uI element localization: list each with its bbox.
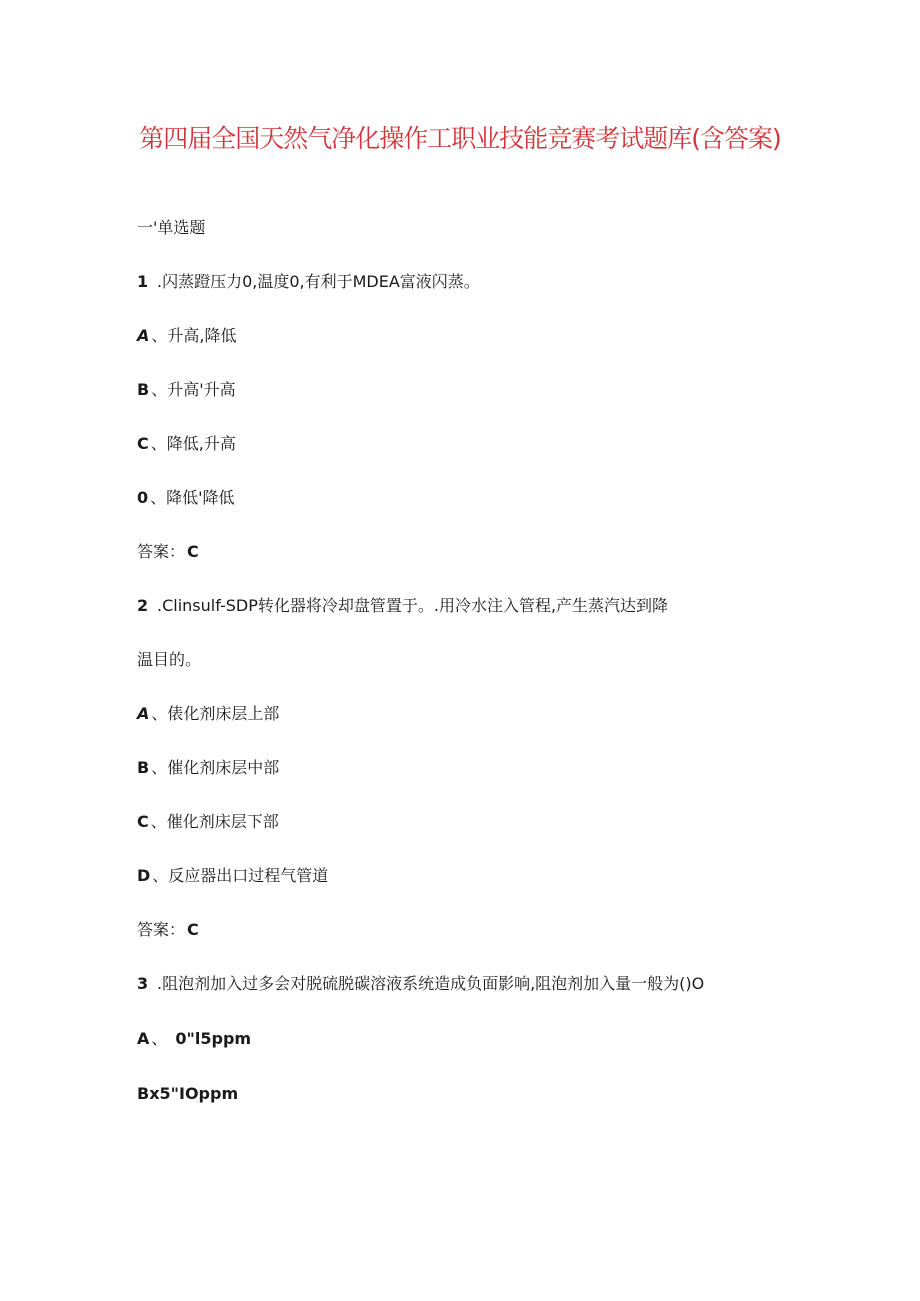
option-letter: C [137, 434, 149, 453]
option-separator: 、 [151, 326, 168, 345]
option-text: 降低,升高 [166, 434, 236, 453]
question-2-option-a [137, 703, 279, 725]
option-separator: 、 [151, 758, 168, 777]
question-1-number: 1 [137, 272, 149, 291]
option-letter: B [137, 758, 150, 777]
option-letter: A [137, 1029, 150, 1048]
option-separator: 、 [150, 434, 167, 453]
option-separator: 、 [152, 866, 169, 885]
question-3-stem-line [137, 973, 704, 995]
option-separator: 、 [151, 380, 168, 399]
option-text: 催化剂床层下部 [166, 812, 279, 831]
question-2-stem: .Clinsulf-SDP转化器将冷却盘管置于。.用冷水注入管程,产生蒸汽达到降 [157, 596, 669, 615]
answer-value: C [187, 542, 199, 561]
question-2-option-b [137, 757, 279, 779]
option-text: 反应器出口过程气管道 [168, 866, 329, 885]
question-1-stem-line [137, 271, 480, 293]
option-text: 升高'升高 [167, 380, 236, 399]
question-3-stem: .阻泡剂加入过多会对脱硫脱碳溶液系统造成负面影响,阻泡剂加入量一般为()O [157, 974, 705, 993]
question-2-answer [137, 919, 199, 941]
question-2-stem-continued: 温目的。 [137, 650, 202, 669]
question-3-number: 3 [137, 974, 149, 993]
option-letter: D [137, 866, 151, 885]
question-1-option-b [137, 379, 236, 401]
question-2-stem-line [137, 595, 668, 617]
question-3-option-b: Bx5"IOppm [137, 1084, 239, 1103]
question-2-option-c [137, 811, 279, 833]
answer-label: 答案： [137, 920, 186, 939]
option-text: 俵化剂床层上部 [167, 704, 280, 723]
option-text: 0"l5ppm [175, 1029, 252, 1048]
option-letter: B [137, 380, 150, 399]
answer-value: C [187, 920, 199, 939]
option-text: 升高,降低 [167, 326, 237, 345]
option-separator: 、 [150, 488, 167, 507]
question-1-option-c [137, 433, 236, 455]
option-text: 催化剂床层中部 [167, 758, 280, 777]
option-text: 降低'降低 [166, 488, 235, 507]
answer-label: 答案： [137, 542, 186, 561]
question-1-option-a [137, 325, 237, 347]
option-letter: 0 [137, 488, 149, 507]
question-2-option-d [137, 865, 328, 887]
question-1-option-d [137, 487, 235, 509]
question-3-option-a [137, 1028, 251, 1050]
section-heading: 一'单选题 [137, 218, 206, 237]
question-1-stem: .闪蒸蹬压力0,温度0,有利于MDEA富液闪蒸。 [157, 272, 480, 291]
document-title: 第四届全国天然气净化操作工职业技能竞赛考试题库(含答案) [139, 124, 781, 153]
option-separator: 、 [151, 1029, 168, 1048]
option-letter: C [137, 812, 149, 831]
question-2-number: 2 [137, 596, 149, 615]
option-letter: A [137, 326, 150, 345]
question-1-answer [137, 541, 199, 563]
option-separator: 、 [150, 812, 167, 831]
option-separator: 、 [151, 704, 168, 723]
option-letter: A [137, 704, 150, 723]
